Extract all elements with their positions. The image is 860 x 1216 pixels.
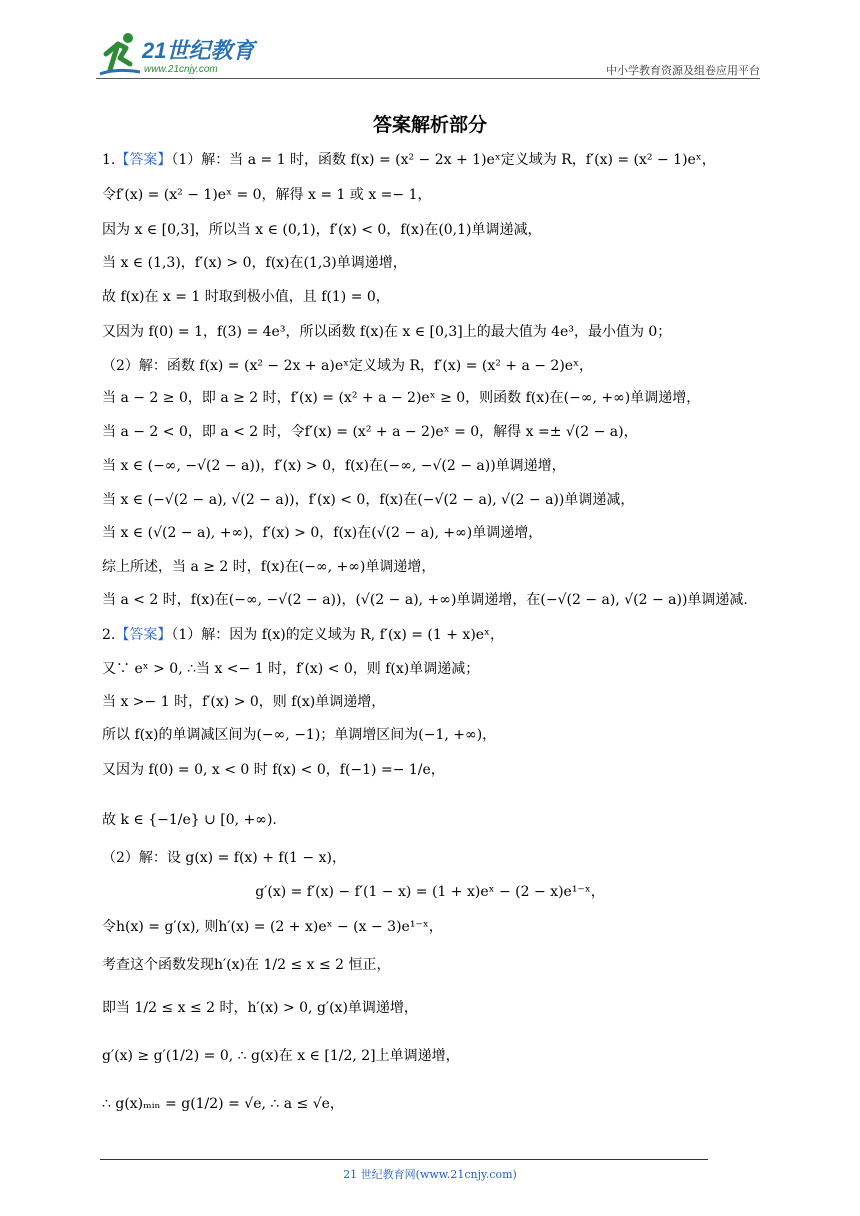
answer-line (102, 955, 391, 975)
logo-url: www.21cnjy.com (144, 64, 218, 75)
answer-line (102, 356, 593, 376)
answer-text: 考查这个函数发现h′(x)在 1/2 ≤ x ≤ 2 恒正， (102, 957, 391, 973)
answer-line (102, 848, 346, 868)
answer-text: 故 f(x)在 x = 1 时取到极小值，且 f(1) = 0， (102, 289, 390, 305)
answer-text: 所以 f(x)的单调减区间为(−∞, −1)；单调增区间为(−1, +∞)， (102, 727, 497, 743)
page-footer: 21 世纪教育网(www.21cnjy.com) (343, 1168, 517, 1181)
answer-line (102, 1094, 344, 1114)
answer-line (102, 322, 671, 342)
answer-text: g′(x) ≥ g′(1/2) = 0, ∴ g(x)在 x ∈ [1/2, 2]上单调递增， (102, 1048, 460, 1064)
answer-text: 故 k ∈ {−1/e} ∪ [0, +∞). (102, 812, 277, 828)
question-number: 2. (102, 627, 116, 643)
answer-line (0, 882, 860, 902)
answer-line (102, 287, 390, 307)
answer-line (102, 557, 435, 577)
answer-text: 当 x >− 1 时，f′(x) > 0，则 f(x)单调递增， (102, 694, 386, 710)
answer-line (102, 150, 716, 170)
answer-text: 又因为 f(0) = 0, x < 0 时 f(x) < 0，f(−1) =− 1/e， (102, 762, 445, 778)
answer-line (102, 523, 542, 543)
answer-line (102, 659, 479, 679)
answer-text: 又因为 f(0) = 1，f(3) = 4e³，所以函数 f(x)在 x ∈ [0,3]上的最大值为 4e³，最小值为 0； (102, 324, 672, 340)
answer-text: 当 x ∈ (1,3)，f′(x) > 0，f(x)在(1,3)单调递增， (102, 255, 407, 271)
page-title: 答案解析部分 (372, 114, 487, 136)
answer-text: 综上所述，当 a ≥ 2 时，f(x)在(−∞, +∞)单调递增， (102, 559, 436, 575)
answer-line (102, 810, 277, 830)
answer-line (102, 625, 504, 645)
answer-line (102, 422, 638, 442)
site-logo (96, 30, 266, 78)
answer-tag: 【答案】 (115, 627, 172, 643)
answer-text: （1）解：当 a = 1 时，函数 f(x) = (x² − 2x + 1)eˣ定义域为 R，f′(x) = (x² − 1)eˣ， (171, 152, 716, 168)
answer-line (102, 1046, 460, 1066)
answer-line (102, 185, 432, 205)
answer-line (102, 725, 496, 745)
answer-line (102, 220, 542, 240)
answer-text: 即当 1/2 ≤ x ≤ 2 时，h′(x) > 0, g′(x)单调递增， (102, 1000, 418, 1016)
footer-divider (100, 1159, 708, 1160)
answer-line (102, 760, 445, 780)
answer-text: 当 x ∈ (−∞, −√(2 − a))，f′(x) > 0，f(x)在(−∞, −√(2 − a))单调递增， (102, 458, 566, 474)
answer-line (102, 388, 700, 408)
answer-line (102, 456, 566, 476)
answer-text: （1）解：因为 f(x)的定义域为 R, f′(x) = (1 + x)eˣ， (171, 627, 504, 643)
answer-text: 当 a − 2 < 0，即 a < 2 时，令f′(x) = (x² + a − 2)eˣ = 0，解得 x =± √(2 − a)， (102, 424, 638, 440)
answer-text: 令h(x) = g′(x), 则h′(x) = (2 + x)eˣ − (x − 3)e¹⁻ˣ， (102, 919, 443, 935)
answer-line (102, 253, 407, 273)
answer-text: （2）解：函数 f(x) = (x² − 2x + a)eˣ定义域为 R，f′(x) = (x² + a − 2)eˣ， (102, 358, 594, 374)
answer-line (102, 590, 748, 610)
logo-text: 21世纪教育 (142, 38, 255, 63)
answer-text: ∴ g(x)ₘᵢₙ = g(1/2) = √e, ∴ a ≤ √e， (102, 1096, 344, 1112)
answer-text: 令f′(x) = (x² − 1)eˣ = 0，解得 x = 1 或 x =− 1， (102, 187, 432, 203)
answer-text: g′(x) = f′(x) − f′(1 − x) = (1 + x)eˣ − (2 − x)e¹⁻ˣ， (255, 884, 605, 900)
platform-name: 中小学教育资源及组卷应用平台 (606, 64, 760, 77)
answer-text: 当 a − 2 ≥ 0，即 a ≥ 2 时，f′(x) = (x² + a − 2)eˣ ≥ 0，则函数 f(x)在(−∞, +∞)单调递增， (102, 390, 701, 406)
page-header (96, 30, 760, 80)
answer-text: 当 a < 2 时，f(x)在(−∞, −√(2 − a))，(√(2 − a), +∞)单调递增，在(−√(2 − a), √(2 − a))单调递减. (102, 592, 748, 608)
answer-text: 又∵ eˣ > 0, ∴当 x <− 1 时，f′(x) < 0，则 f(x)单调递减； (102, 661, 480, 677)
runner-logo-icon (96, 30, 142, 76)
answer-text: （2）解：设 g(x) = f(x) + f(1 − x)， (102, 850, 346, 866)
answer-text: 当 x ∈ (−√(2 − a), √(2 − a))，f′(x) < 0，f(x)在(−√(2 − a), √(2 − a))单调递减， (102, 492, 635, 508)
answer-tag: 【答案】 (115, 152, 172, 168)
answer-text: 当 x ∈ (√(2 − a), +∞)，f′(x) > 0，f(x)在(√(2 − a), +∞)单调递增， (102, 525, 543, 541)
answer-line (102, 917, 443, 937)
answer-line (102, 490, 634, 510)
answer-line (102, 692, 385, 712)
header-divider (96, 78, 760, 79)
question-number: 1. (102, 152, 116, 168)
answer-line (102, 998, 418, 1018)
answer-text: 因为 x ∈ [0,3]，所以当 x ∈ (0,1)，f′(x) < 0，f(x)在(0,1)单调递减， (102, 222, 542, 238)
